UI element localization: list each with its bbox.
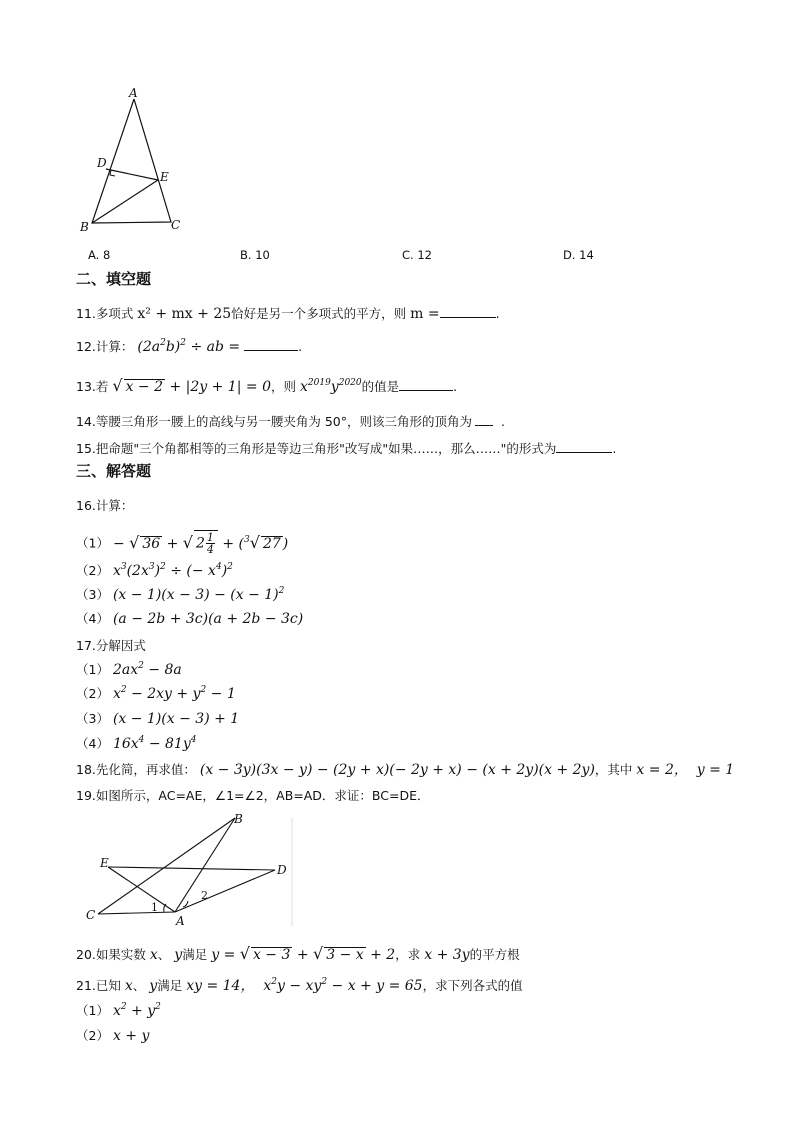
q13-expression: $x^{2019}y^{2020}$: [299, 378, 362, 395]
answer-blank[interactable]: [399, 378, 453, 391]
answer-blank[interactable]: [475, 413, 493, 426]
label-a: A: [176, 914, 185, 928]
option-d: D. 14: [563, 248, 594, 262]
geometry-figure-2: [80, 808, 300, 933]
label-e: E: [100, 856, 109, 870]
label-e: E: [160, 170, 169, 184]
option-b: B. 10: [240, 248, 270, 262]
q13-condition: √ x − 2 + |2y + 1| = 0: [112, 376, 271, 395]
question-13: 13.若 √ x − 2 + |2y + 1| = 0，则 $x^{2019}y^{2020}$的值是 .: [76, 376, 458, 395]
question-17-4: （4） $16x^4 - 81y^4$: [76, 735, 197, 752]
question-16-1: （1） − √ 36 + √ 2 $\frac{1}{4}$ + ($^3$√ 27 ): [76, 531, 289, 556]
label-d: D: [277, 863, 287, 877]
option-a: A. 8: [88, 248, 111, 262]
question-14: 14.等腰三角形一腰上的高线与另一腰夹角为 50°，则该三角形的顶角为 .: [76, 414, 505, 429]
answer-blank[interactable]: [440, 305, 496, 318]
question-16-3: （3） $(x - 1)(x - 3) - (x - 1)^2$: [76, 586, 285, 603]
question-20: 20.如果实数 x、 y满足 y = √ x − 3 + √ 3 − x + 2，求 x + 3y的平方根: [76, 944, 520, 963]
question-16-2: （2） $x^3(2x^3)^2$ ÷ (− $x^4)^2$: [76, 562, 233, 579]
question-12: 12.计算： $(2a^2b)^2$ ÷ ab = .: [76, 338, 303, 355]
question-21-2: （2） x + y: [76, 1028, 150, 1044]
q12-expression: $(2a^2b)^2$ ÷ ab =: [137, 338, 241, 355]
question-15: 15.把命题"三个角都相等的三角形是等边三角形"改写成"如果……，那么……"的形式为 .: [76, 441, 617, 456]
label-angle-1: 1: [151, 901, 158, 914]
label-b: B: [234, 812, 243, 826]
question-11: 11.多项式 x² + mx + 25恰好是另一个多项式的平方，则 m = .: [76, 306, 500, 322]
question-16-title: 16.计算：: [76, 498, 134, 513]
question-17-2: （2） $x^2 - 2xy + y^2 - 1$: [76, 685, 236, 702]
label-a: A: [129, 86, 138, 100]
question-18: 18.先化简，再求值： (x − 3y)(3x − y) − (2y + x)(− 2y + x) − (x + 2y)(x + 2y)，其中 x = 2， y = 1: [76, 762, 735, 778]
question-16-4: （4） (a − 2b + 3c)(a + 2b − 3c): [76, 611, 304, 627]
question-17-1: （1） $2ax^2 - 8a$: [76, 661, 182, 678]
question-17-title: 17.分解因式: [76, 638, 146, 653]
option-c: C. 12: [402, 248, 432, 262]
question-19: 19.如图所示，AC=AE，∠1=∠2，AB=AD．求证：BC=DE．: [76, 788, 430, 803]
question-17-3: （3） (x − 1)(x − 3) + 1: [76, 711, 240, 727]
q11-expression: x² + mx + 25: [137, 306, 232, 322]
section-heading-fill-in: 二、填空题: [76, 270, 152, 288]
question-21-1: （1） $x^2 + y^2$: [76, 1002, 161, 1019]
label-angle-2: 2: [201, 889, 208, 902]
answer-blank[interactable]: [556, 440, 612, 453]
question-21: 21.已知 x、 y满足 xy = 14， $x^2y - xy^2 - x + y = 65$，求下列各式的值: [76, 977, 523, 994]
label-c: C: [86, 908, 96, 922]
answer-blank[interactable]: [244, 338, 298, 351]
triangle-figure-1: [78, 85, 188, 235]
label-c: C: [171, 218, 181, 232]
label-d: D: [97, 156, 107, 170]
label-b: B: [80, 220, 89, 234]
section-heading-solve: 三、解答题: [76, 462, 152, 480]
